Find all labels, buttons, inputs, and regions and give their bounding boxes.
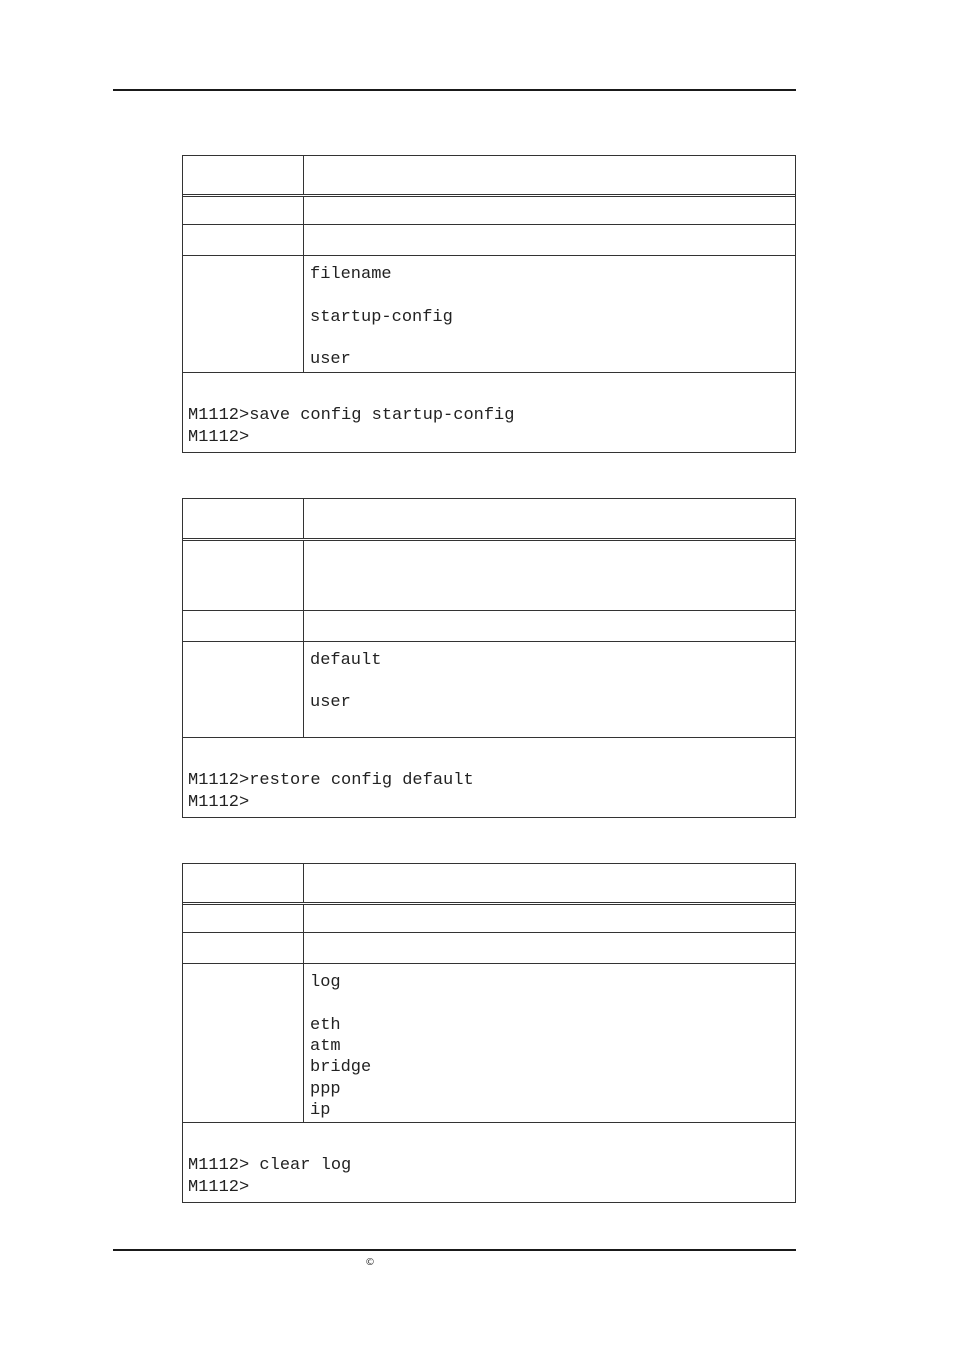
- parameter-value: atm: [310, 1037, 341, 1056]
- table-cell: [304, 499, 795, 538]
- table-cell: [304, 541, 795, 610]
- table-cell: [304, 933, 795, 963]
- command-table-save-config: [182, 155, 796, 453]
- table-header-row: [183, 499, 795, 541]
- example-block: [183, 1123, 795, 1202]
- parameter-value: user: [310, 350, 351, 369]
- table-cell: [304, 225, 795, 255]
- footer-rule: [113, 1249, 796, 1251]
- table-cell: [304, 156, 795, 194]
- example-line: M1112>restore config default: [188, 771, 474, 790]
- example-line: M1112>: [188, 793, 250, 812]
- parameter-value: user: [310, 693, 351, 712]
- parameter-row: [183, 642, 795, 738]
- table-header-row: [183, 864, 795, 905]
- table-cell: [304, 197, 795, 224]
- example-block: [183, 738, 795, 817]
- command-table-clear: [182, 863, 796, 1203]
- table-cell: [183, 642, 304, 737]
- header-rule: [113, 89, 796, 91]
- example-line: M1112>: [188, 428, 250, 447]
- table-row: [183, 611, 795, 642]
- table-row: [183, 905, 795, 933]
- table-cell: [304, 611, 795, 641]
- table-cell: [304, 864, 795, 902]
- parameter-value: ip: [310, 1101, 331, 1120]
- example-line: M1112>save config startup-config: [188, 406, 515, 425]
- table-cell: [183, 964, 304, 1122]
- example-block: [183, 373, 795, 452]
- table-cell: [183, 541, 304, 610]
- example-line: M1112>: [188, 1178, 250, 1197]
- table-cell: [183, 905, 304, 932]
- table-row: [183, 225, 795, 256]
- table-row: [183, 197, 795, 225]
- parameter-row: [183, 256, 795, 373]
- table-row: [183, 933, 795, 964]
- parameter-value: ppp: [310, 1080, 341, 1099]
- parameter-value: startup-config: [310, 308, 453, 327]
- parameter-list: [304, 256, 795, 372]
- parameter-value: bridge: [310, 1058, 372, 1077]
- parameter-value: log: [310, 973, 341, 992]
- parameter-value: default: [310, 651, 382, 670]
- table-cell: [304, 905, 795, 932]
- table-cell: [183, 499, 304, 538]
- table-cell: [183, 611, 304, 641]
- table-cell: [183, 197, 304, 224]
- parameter-list: [304, 642, 795, 737]
- example-line: M1112> clear log: [188, 1156, 352, 1175]
- table-cell: [183, 256, 304, 372]
- copyright-symbol: ©: [365, 1257, 375, 1268]
- parameter-value: eth: [310, 1016, 341, 1035]
- table-cell: [183, 156, 304, 194]
- table-cell: [183, 864, 304, 902]
- parameter-list: [304, 964, 795, 1122]
- table-cell: [183, 225, 304, 255]
- parameter-value: filename: [310, 265, 392, 284]
- parameter-row: [183, 964, 795, 1123]
- table-header-row: [183, 156, 795, 197]
- command-table-restore-config: [182, 498, 796, 818]
- table-cell: [183, 933, 304, 963]
- table-row: [183, 541, 795, 611]
